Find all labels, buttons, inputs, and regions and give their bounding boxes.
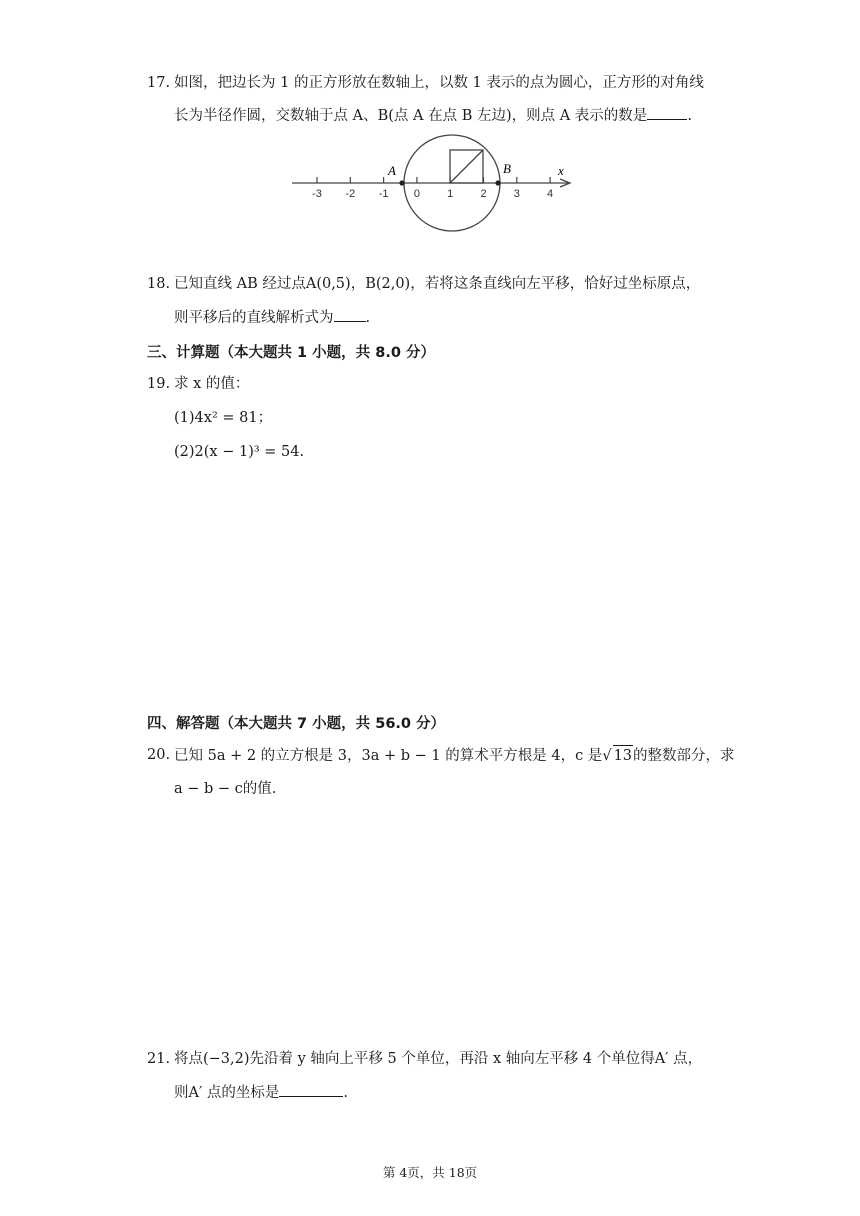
q17-line2-text: 长为半径作圆，交数轴于点 A、B(点 A 在点 B 左边)，则点 A 表示的数是 bbox=[174, 108, 648, 124]
q20-line1 bbox=[174, 745, 735, 766]
point-a-dot bbox=[399, 180, 404, 185]
q18-number: 18. bbox=[147, 276, 171, 292]
square bbox=[450, 150, 483, 183]
tick-label: 4 bbox=[547, 188, 554, 200]
q19-number: 19. bbox=[147, 376, 171, 392]
point-a-label: A bbox=[388, 163, 396, 178]
q20-sqrt-value: 13 bbox=[613, 745, 633, 766]
q17-number: 17. bbox=[147, 75, 171, 91]
tick-label: 2 bbox=[480, 188, 487, 200]
q20-line1-b: 的整数部分，求 bbox=[633, 748, 735, 764]
q19-line1: 求 x 的值： bbox=[174, 376, 250, 392]
q17-line2 bbox=[174, 106, 692, 126]
tick-label: -2 bbox=[345, 188, 356, 200]
tick-label: 3 bbox=[513, 188, 520, 200]
number-line-figure bbox=[290, 133, 580, 237]
q20-number: 20. bbox=[147, 747, 171, 763]
q19-part1: (1)4x² = 81； bbox=[174, 410, 273, 426]
q18-line2-end: . bbox=[365, 310, 371, 326]
q21-answer-blank bbox=[279, 1096, 343, 1097]
sqrt-symbol: √ bbox=[602, 748, 612, 764]
q20-line2: a − b − c的值. bbox=[174, 781, 277, 797]
page-footer: 第 4页，共 18页 bbox=[382, 1165, 478, 1180]
tick-label: 1 bbox=[447, 188, 454, 200]
tick-label: 0 bbox=[413, 188, 420, 200]
q21-line2-text: 则A′ 点的坐标是 bbox=[174, 1085, 280, 1101]
section-4-heading: 四、解答题（本大题共 7 小题，共 56.0 分） bbox=[147, 716, 446, 732]
q17-answer-blank bbox=[647, 119, 687, 120]
tick-label: -3 bbox=[312, 188, 322, 200]
q18-answer-blank bbox=[334, 321, 366, 322]
q17-line2-end: . bbox=[687, 108, 692, 124]
q21-line2 bbox=[174, 1083, 348, 1103]
point-b-label: B bbox=[503, 161, 511, 176]
section-3-heading: 三、计算题（本大题共 1 小题，共 8.0 分） bbox=[147, 345, 435, 361]
q21-number: 21. bbox=[147, 1051, 171, 1067]
axis-label-x: x bbox=[558, 163, 564, 178]
q21-line1: 将点(−3,2)先沿着 y 轴向上平移 5 个单位，再沿 x 轴向左平移 4 个单位得A′ 点， bbox=[174, 1051, 703, 1067]
q18-line2-text: 则平移后的直线解析式为 bbox=[174, 310, 334, 326]
tick-label: -1 bbox=[378, 188, 389, 200]
q18-line1: 已知直线 AB 经过点A(0,5)，B(2,0)，若将这条直线向左平移，恰好过坐标原点， bbox=[174, 276, 701, 292]
point-b-dot bbox=[495, 180, 500, 185]
q20-line1-a: 已知 5a + 2 的立方根是 3，3a + b − 1 的算术平方根是 4，c 是 bbox=[174, 748, 603, 764]
q19-part2: (2)2(x − 1)³ = 54. bbox=[174, 444, 305, 460]
q18-line2 bbox=[174, 308, 370, 328]
axis-ticks bbox=[312, 177, 553, 200]
q21-line2-end: . bbox=[343, 1085, 348, 1101]
q17-line1: 如图，把边长为 1 的正方形放在数轴上，以数 1 表示的点为圆心，正方形的对角线 bbox=[174, 75, 704, 91]
